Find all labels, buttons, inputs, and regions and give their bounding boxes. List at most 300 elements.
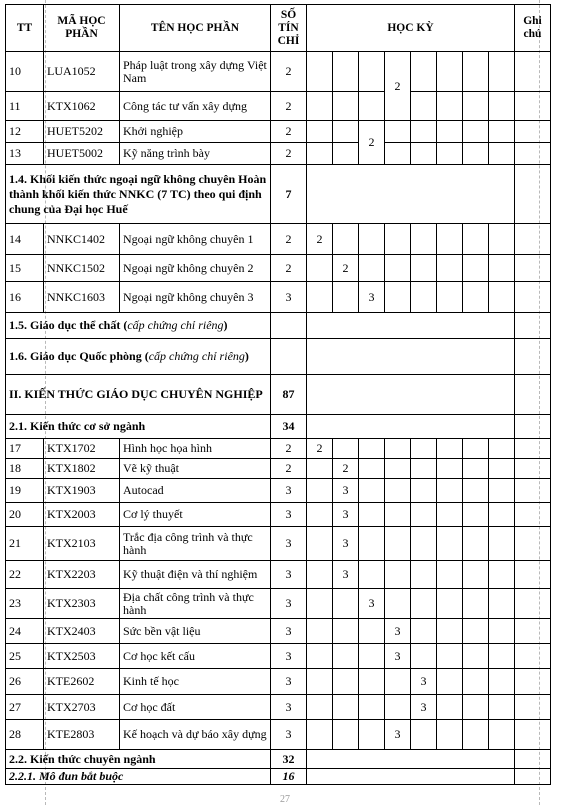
row-number: 24 bbox=[6, 619, 44, 644]
course-name: Ngoại ngữ không chuyên 2 bbox=[120, 255, 271, 282]
table-row bbox=[6, 503, 551, 527]
semester-cell bbox=[437, 224, 463, 255]
row-number: 18 bbox=[6, 459, 44, 479]
semester-cell bbox=[359, 527, 385, 561]
semester-cell: 3 bbox=[385, 644, 411, 669]
semester-cell: 3 bbox=[359, 589, 385, 619]
header-semester: HỌC KỲ bbox=[307, 5, 515, 52]
semester-cell: 3 bbox=[411, 669, 437, 695]
table-row bbox=[6, 669, 551, 695]
semester-cell: 2 bbox=[333, 459, 359, 479]
table-row bbox=[6, 439, 551, 459]
semester-cell bbox=[463, 459, 489, 479]
semester-cell bbox=[489, 459, 515, 479]
table-row bbox=[6, 224, 551, 255]
semester-cell bbox=[333, 52, 359, 92]
semester-cell: 3 bbox=[411, 695, 437, 720]
semester-cell bbox=[359, 52, 385, 92]
table-row bbox=[6, 52, 551, 92]
semester-cell bbox=[463, 644, 489, 669]
semester-cell bbox=[437, 669, 463, 695]
semester-cell bbox=[385, 143, 411, 165]
semester-cell bbox=[411, 479, 437, 503]
course-name: Hình học họa hình bbox=[120, 439, 271, 459]
notes-cell bbox=[515, 143, 551, 165]
semester-cell bbox=[411, 644, 437, 669]
row-number: 11 bbox=[6, 92, 44, 121]
semester-cell bbox=[333, 720, 359, 750]
course-name: Kỹ năng trình bày bbox=[120, 143, 271, 165]
course-name: Pháp luật trong xây dựng Việt Nam bbox=[120, 52, 271, 92]
semester-cell bbox=[307, 415, 515, 439]
section-label-end: ) bbox=[223, 318, 228, 332]
semester-cell bbox=[333, 92, 359, 121]
course-code: HUET5002 bbox=[44, 143, 120, 165]
section-credits bbox=[271, 339, 307, 375]
section-title: 2.2.1. Mô đun bắt buộc bbox=[6, 769, 271, 785]
semester-cell bbox=[489, 695, 515, 720]
row-number: 15 bbox=[6, 255, 44, 282]
course-name: Địa chất công trình và thực hành bbox=[120, 589, 271, 619]
semester-cell bbox=[489, 143, 515, 165]
semester-cell bbox=[385, 121, 411, 143]
semester-cell bbox=[411, 561, 437, 589]
section-title: II. KIẾN THỨC GIÁO DỤC CHUYÊN NGHIỆP bbox=[6, 375, 271, 415]
row-number: 20 bbox=[6, 503, 44, 527]
semester-cell bbox=[359, 224, 385, 255]
table-body bbox=[6, 52, 551, 785]
course-name: Autocad bbox=[120, 479, 271, 503]
semester-cell bbox=[463, 282, 489, 313]
semester-cell bbox=[437, 121, 463, 143]
course-code: KTX1702 bbox=[44, 439, 120, 459]
semester-cell bbox=[463, 561, 489, 589]
section-row bbox=[6, 313, 551, 339]
section-label: 1.5. Giáo dục thể chất ( bbox=[9, 318, 128, 332]
notes-cell bbox=[515, 165, 551, 224]
semester-cell bbox=[411, 282, 437, 313]
header-credits: SỐ TÍN CHỈ bbox=[271, 5, 307, 52]
notes-cell bbox=[515, 92, 551, 121]
course-credits: 3 bbox=[271, 503, 307, 527]
course-code: NNKC1603 bbox=[44, 282, 120, 313]
semester-cell bbox=[489, 503, 515, 527]
section-row bbox=[6, 339, 551, 375]
semester-cell bbox=[489, 619, 515, 644]
course-code: KTX2003 bbox=[44, 503, 120, 527]
row-number: 13 bbox=[6, 143, 44, 165]
row-number: 12 bbox=[6, 121, 44, 143]
semester-cell bbox=[307, 459, 333, 479]
semester-cell bbox=[307, 669, 333, 695]
semester-cell bbox=[385, 527, 411, 561]
semester-cell: 3 bbox=[385, 720, 411, 750]
course-code: HUET5202 bbox=[44, 121, 120, 143]
course-credits: 3 bbox=[271, 479, 307, 503]
semester-cell bbox=[411, 143, 437, 165]
semester-cell bbox=[333, 695, 359, 720]
course-code: NNKC1402 bbox=[44, 224, 120, 255]
section-credits: 32 bbox=[271, 750, 307, 769]
semester-cell: 3 bbox=[333, 479, 359, 503]
course-code: KTX2203 bbox=[44, 561, 120, 589]
semester-cell bbox=[437, 644, 463, 669]
course-credits: 2 bbox=[271, 52, 307, 92]
semester-cell bbox=[463, 439, 489, 459]
header-tt: TT bbox=[6, 5, 44, 52]
semester-cell bbox=[411, 589, 437, 619]
semester-cell: 3 bbox=[333, 527, 359, 561]
row-number: 27 bbox=[6, 695, 44, 720]
row-number: 23 bbox=[6, 589, 44, 619]
table-row bbox=[6, 644, 551, 669]
course-name: Kế hoạch và dự báo xây dựng bbox=[120, 720, 271, 750]
course-credits: 3 bbox=[271, 282, 307, 313]
semester-cell bbox=[411, 459, 437, 479]
semester-cell bbox=[359, 439, 385, 459]
table-row bbox=[6, 720, 551, 750]
semester-cell bbox=[333, 439, 359, 459]
semester-cell bbox=[411, 720, 437, 750]
course-credits: 2 bbox=[271, 143, 307, 165]
section-row bbox=[6, 415, 551, 439]
course-name: Sức bền vật liệu bbox=[120, 619, 271, 644]
semester-cell bbox=[385, 669, 411, 695]
course-code: KTX2103 bbox=[44, 527, 120, 561]
section-credits: 16 bbox=[271, 769, 307, 785]
notes-cell bbox=[515, 121, 551, 143]
semester-cell bbox=[463, 224, 489, 255]
notes-cell bbox=[515, 503, 551, 527]
semester-cell: 3 bbox=[385, 619, 411, 644]
course-name: Cơ học đất bbox=[120, 695, 271, 720]
course-code: KTX2403 bbox=[44, 619, 120, 644]
notes-cell bbox=[515, 459, 551, 479]
semester-cell bbox=[437, 561, 463, 589]
semester-cell: 2 bbox=[307, 224, 333, 255]
semester-cell bbox=[333, 589, 359, 619]
section-title: 2.1. Kiến thức cơ sở ngành bbox=[6, 415, 271, 439]
header-notes: Ghi chú bbox=[515, 5, 551, 52]
semester-cell bbox=[333, 121, 359, 143]
semester-cell bbox=[333, 224, 359, 255]
course-name: Trắc địa công trình và thực hành bbox=[120, 527, 271, 561]
semester-cell bbox=[307, 589, 333, 619]
semester-cell bbox=[489, 121, 515, 143]
course-name: Khởi nghiệp bbox=[120, 121, 271, 143]
semester-cell bbox=[385, 589, 411, 619]
semester-cell bbox=[463, 52, 489, 92]
section-row bbox=[6, 165, 551, 224]
notes-cell bbox=[515, 255, 551, 282]
notes-cell bbox=[515, 313, 551, 339]
course-credits: 3 bbox=[271, 644, 307, 669]
semester-cell bbox=[437, 282, 463, 313]
row-number: 22 bbox=[6, 561, 44, 589]
semester-cell bbox=[463, 619, 489, 644]
semester-cell bbox=[359, 669, 385, 695]
semester-cell bbox=[333, 669, 359, 695]
section-credits: 7 bbox=[271, 165, 307, 224]
row-number: 17 bbox=[6, 439, 44, 459]
table-row bbox=[6, 695, 551, 720]
semester-cell bbox=[437, 143, 463, 165]
notes-cell bbox=[515, 415, 551, 439]
row-number: 28 bbox=[6, 720, 44, 750]
semester-cell bbox=[411, 255, 437, 282]
semester-cell bbox=[307, 255, 333, 282]
table-row bbox=[6, 255, 551, 282]
semester-cell: 2 bbox=[385, 52, 411, 121]
semester-cell bbox=[411, 503, 437, 527]
semester-cell bbox=[307, 92, 333, 121]
course-code: KTX2703 bbox=[44, 695, 120, 720]
semester-cell bbox=[307, 479, 333, 503]
course-credits: 2 bbox=[271, 255, 307, 282]
semester-cell bbox=[463, 720, 489, 750]
semester-cell bbox=[359, 720, 385, 750]
semester-cell bbox=[307, 561, 333, 589]
course-credits: 2 bbox=[271, 459, 307, 479]
row-number: 26 bbox=[6, 669, 44, 695]
semester-cell bbox=[385, 479, 411, 503]
semester-cell bbox=[437, 527, 463, 561]
course-credits: 3 bbox=[271, 720, 307, 750]
notes-cell bbox=[515, 769, 551, 785]
table-row bbox=[6, 282, 551, 313]
course-code: KTX2303 bbox=[44, 589, 120, 619]
semester-cell bbox=[411, 527, 437, 561]
semester-cell bbox=[307, 165, 515, 224]
course-credits: 2 bbox=[271, 92, 307, 121]
semester-cell bbox=[411, 121, 437, 143]
semester-cell bbox=[307, 695, 333, 720]
semester-cell bbox=[385, 224, 411, 255]
section-row bbox=[6, 750, 551, 769]
course-name: Công tác tư vấn xây dựng bbox=[120, 92, 271, 121]
course-code: KTX1062 bbox=[44, 92, 120, 121]
semester-cell bbox=[307, 769, 515, 785]
section-title: 2.2. Kiến thức chuyên ngành bbox=[6, 750, 271, 769]
semester-cell bbox=[307, 282, 333, 313]
semester-cell bbox=[463, 121, 489, 143]
semester-cell bbox=[463, 527, 489, 561]
semester-cell bbox=[385, 459, 411, 479]
semester-cell bbox=[385, 255, 411, 282]
notes-cell bbox=[515, 224, 551, 255]
semester-cell bbox=[463, 255, 489, 282]
semester-cell bbox=[463, 589, 489, 619]
course-code: KTX1903 bbox=[44, 479, 120, 503]
semester-cell bbox=[307, 619, 333, 644]
semester-cell bbox=[463, 143, 489, 165]
semester-cell bbox=[359, 503, 385, 527]
semester-cell bbox=[489, 527, 515, 561]
semester-cell bbox=[385, 503, 411, 527]
notes-cell bbox=[515, 750, 551, 769]
semester-cell bbox=[463, 479, 489, 503]
semester-cell bbox=[307, 720, 333, 750]
row-number: 10 bbox=[6, 52, 44, 92]
semester-cell bbox=[359, 695, 385, 720]
section-credits bbox=[271, 313, 307, 339]
semester-cell bbox=[307, 527, 333, 561]
semester-cell bbox=[359, 561, 385, 589]
semester-cell bbox=[411, 224, 437, 255]
semester-cell bbox=[489, 479, 515, 503]
section-label: 1.6. Giáo dục Quốc phòng ( bbox=[9, 349, 149, 363]
table-row bbox=[6, 527, 551, 561]
table-row bbox=[6, 143, 551, 165]
semester-cell bbox=[437, 52, 463, 92]
semester-cell bbox=[307, 143, 333, 165]
notes-cell bbox=[515, 720, 551, 750]
table-row bbox=[6, 561, 551, 589]
semester-cell bbox=[489, 52, 515, 92]
semester-cell bbox=[333, 619, 359, 644]
section-title bbox=[6, 339, 271, 375]
semester-cell bbox=[385, 439, 411, 459]
section-note: cấp chứng chỉ riêng bbox=[127, 318, 224, 332]
notes-cell bbox=[515, 527, 551, 561]
course-name: Vẽ kỹ thuật bbox=[120, 459, 271, 479]
section-title bbox=[6, 313, 271, 339]
semester-cell: 3 bbox=[333, 503, 359, 527]
semester-cell bbox=[463, 669, 489, 695]
notes-cell bbox=[515, 282, 551, 313]
section-note: cấp chứng chỉ riêng bbox=[148, 349, 245, 363]
course-credits: 3 bbox=[271, 561, 307, 589]
semester-cell bbox=[489, 255, 515, 282]
semester-cell bbox=[411, 92, 437, 121]
table-row bbox=[6, 121, 551, 143]
semester-cell bbox=[437, 589, 463, 619]
semester-cell bbox=[489, 589, 515, 619]
notes-cell bbox=[515, 479, 551, 503]
semester-cell bbox=[333, 644, 359, 669]
curriculum-table bbox=[5, 4, 551, 785]
semester-cell bbox=[489, 720, 515, 750]
course-name: Kinh tế học bbox=[120, 669, 271, 695]
semester-cell bbox=[307, 503, 333, 527]
semester-cell bbox=[359, 92, 385, 121]
notes-cell bbox=[515, 695, 551, 720]
course-name: Ngoại ngữ không chuyên 1 bbox=[120, 224, 271, 255]
row-number: 19 bbox=[6, 479, 44, 503]
row-number: 25 bbox=[6, 644, 44, 669]
notes-cell bbox=[515, 644, 551, 669]
course-code: KTX2503 bbox=[44, 644, 120, 669]
semester-cell bbox=[307, 121, 333, 143]
course-credits: 3 bbox=[271, 527, 307, 561]
notes-cell bbox=[515, 589, 551, 619]
row-number: 14 bbox=[6, 224, 44, 255]
course-credits: 3 bbox=[271, 669, 307, 695]
header-course-name: TÊN HỌC PHẦN bbox=[120, 5, 271, 52]
semester-cell bbox=[359, 479, 385, 503]
semester-cell bbox=[385, 561, 411, 589]
page-number: 27 bbox=[280, 794, 290, 805]
semester-cell bbox=[307, 313, 515, 339]
notes-cell bbox=[515, 439, 551, 459]
semester-cell bbox=[437, 92, 463, 121]
course-name: Ngoại ngữ không chuyên 3 bbox=[120, 282, 271, 313]
semester-cell bbox=[437, 479, 463, 503]
semester-cell bbox=[463, 92, 489, 121]
semester-cell bbox=[437, 619, 463, 644]
semester-cell bbox=[359, 255, 385, 282]
semester-cell bbox=[359, 644, 385, 669]
section-row bbox=[6, 769, 551, 785]
notes-cell bbox=[515, 375, 551, 415]
semester-cell bbox=[359, 619, 385, 644]
semester-cell bbox=[307, 375, 515, 415]
semester-cell bbox=[385, 695, 411, 720]
notes-cell bbox=[515, 52, 551, 92]
course-credits: 2 bbox=[271, 121, 307, 143]
course-credits: 3 bbox=[271, 589, 307, 619]
semester-cell: 2 bbox=[307, 439, 333, 459]
course-credits: 2 bbox=[271, 224, 307, 255]
semester-cell bbox=[411, 439, 437, 459]
section-credits: 34 bbox=[271, 415, 307, 439]
semester-cell bbox=[489, 644, 515, 669]
table-row bbox=[6, 92, 551, 121]
semester-cell: 3 bbox=[333, 561, 359, 589]
semester-cell bbox=[307, 750, 515, 769]
section-label-end: ) bbox=[244, 349, 249, 363]
row-number: 16 bbox=[6, 282, 44, 313]
semester-cell bbox=[437, 695, 463, 720]
semester-cell bbox=[489, 669, 515, 695]
course-credits: 2 bbox=[271, 439, 307, 459]
notes-cell bbox=[515, 669, 551, 695]
notes-cell bbox=[515, 619, 551, 644]
course-code: LUA1052 bbox=[44, 52, 120, 92]
semester-cell bbox=[437, 503, 463, 527]
notes-cell bbox=[515, 339, 551, 375]
course-name: Cơ lý thuyết bbox=[120, 503, 271, 527]
course-name: Cơ học kết cấu bbox=[120, 644, 271, 669]
table-row bbox=[6, 589, 551, 619]
table-row bbox=[6, 479, 551, 503]
semester-cell bbox=[463, 695, 489, 720]
course-code: NNKC1502 bbox=[44, 255, 120, 282]
header-course-code: MÃ HỌC PHẦN bbox=[44, 5, 120, 52]
semester-cell bbox=[437, 720, 463, 750]
course-credits: 3 bbox=[271, 619, 307, 644]
semester-cell bbox=[437, 439, 463, 459]
course-name: Kỹ thuật điện và thí nghiệm bbox=[120, 561, 271, 589]
table-row bbox=[6, 619, 551, 644]
semester-cell bbox=[489, 92, 515, 121]
notes-cell bbox=[515, 561, 551, 589]
course-code: KTE2602 bbox=[44, 669, 120, 695]
semester-cell: 3 bbox=[359, 282, 385, 313]
semester-cell bbox=[437, 459, 463, 479]
semester-cell bbox=[463, 503, 489, 527]
section-credits: 87 bbox=[271, 375, 307, 415]
semester-cell bbox=[333, 282, 359, 313]
semester-cell bbox=[307, 339, 515, 375]
semester-cell bbox=[489, 439, 515, 459]
semester-cell bbox=[385, 282, 411, 313]
semester-cell bbox=[411, 52, 437, 92]
semester-cell: 2 bbox=[359, 121, 385, 165]
semester-cell bbox=[411, 619, 437, 644]
semester-cell bbox=[359, 459, 385, 479]
section-row bbox=[6, 375, 551, 415]
